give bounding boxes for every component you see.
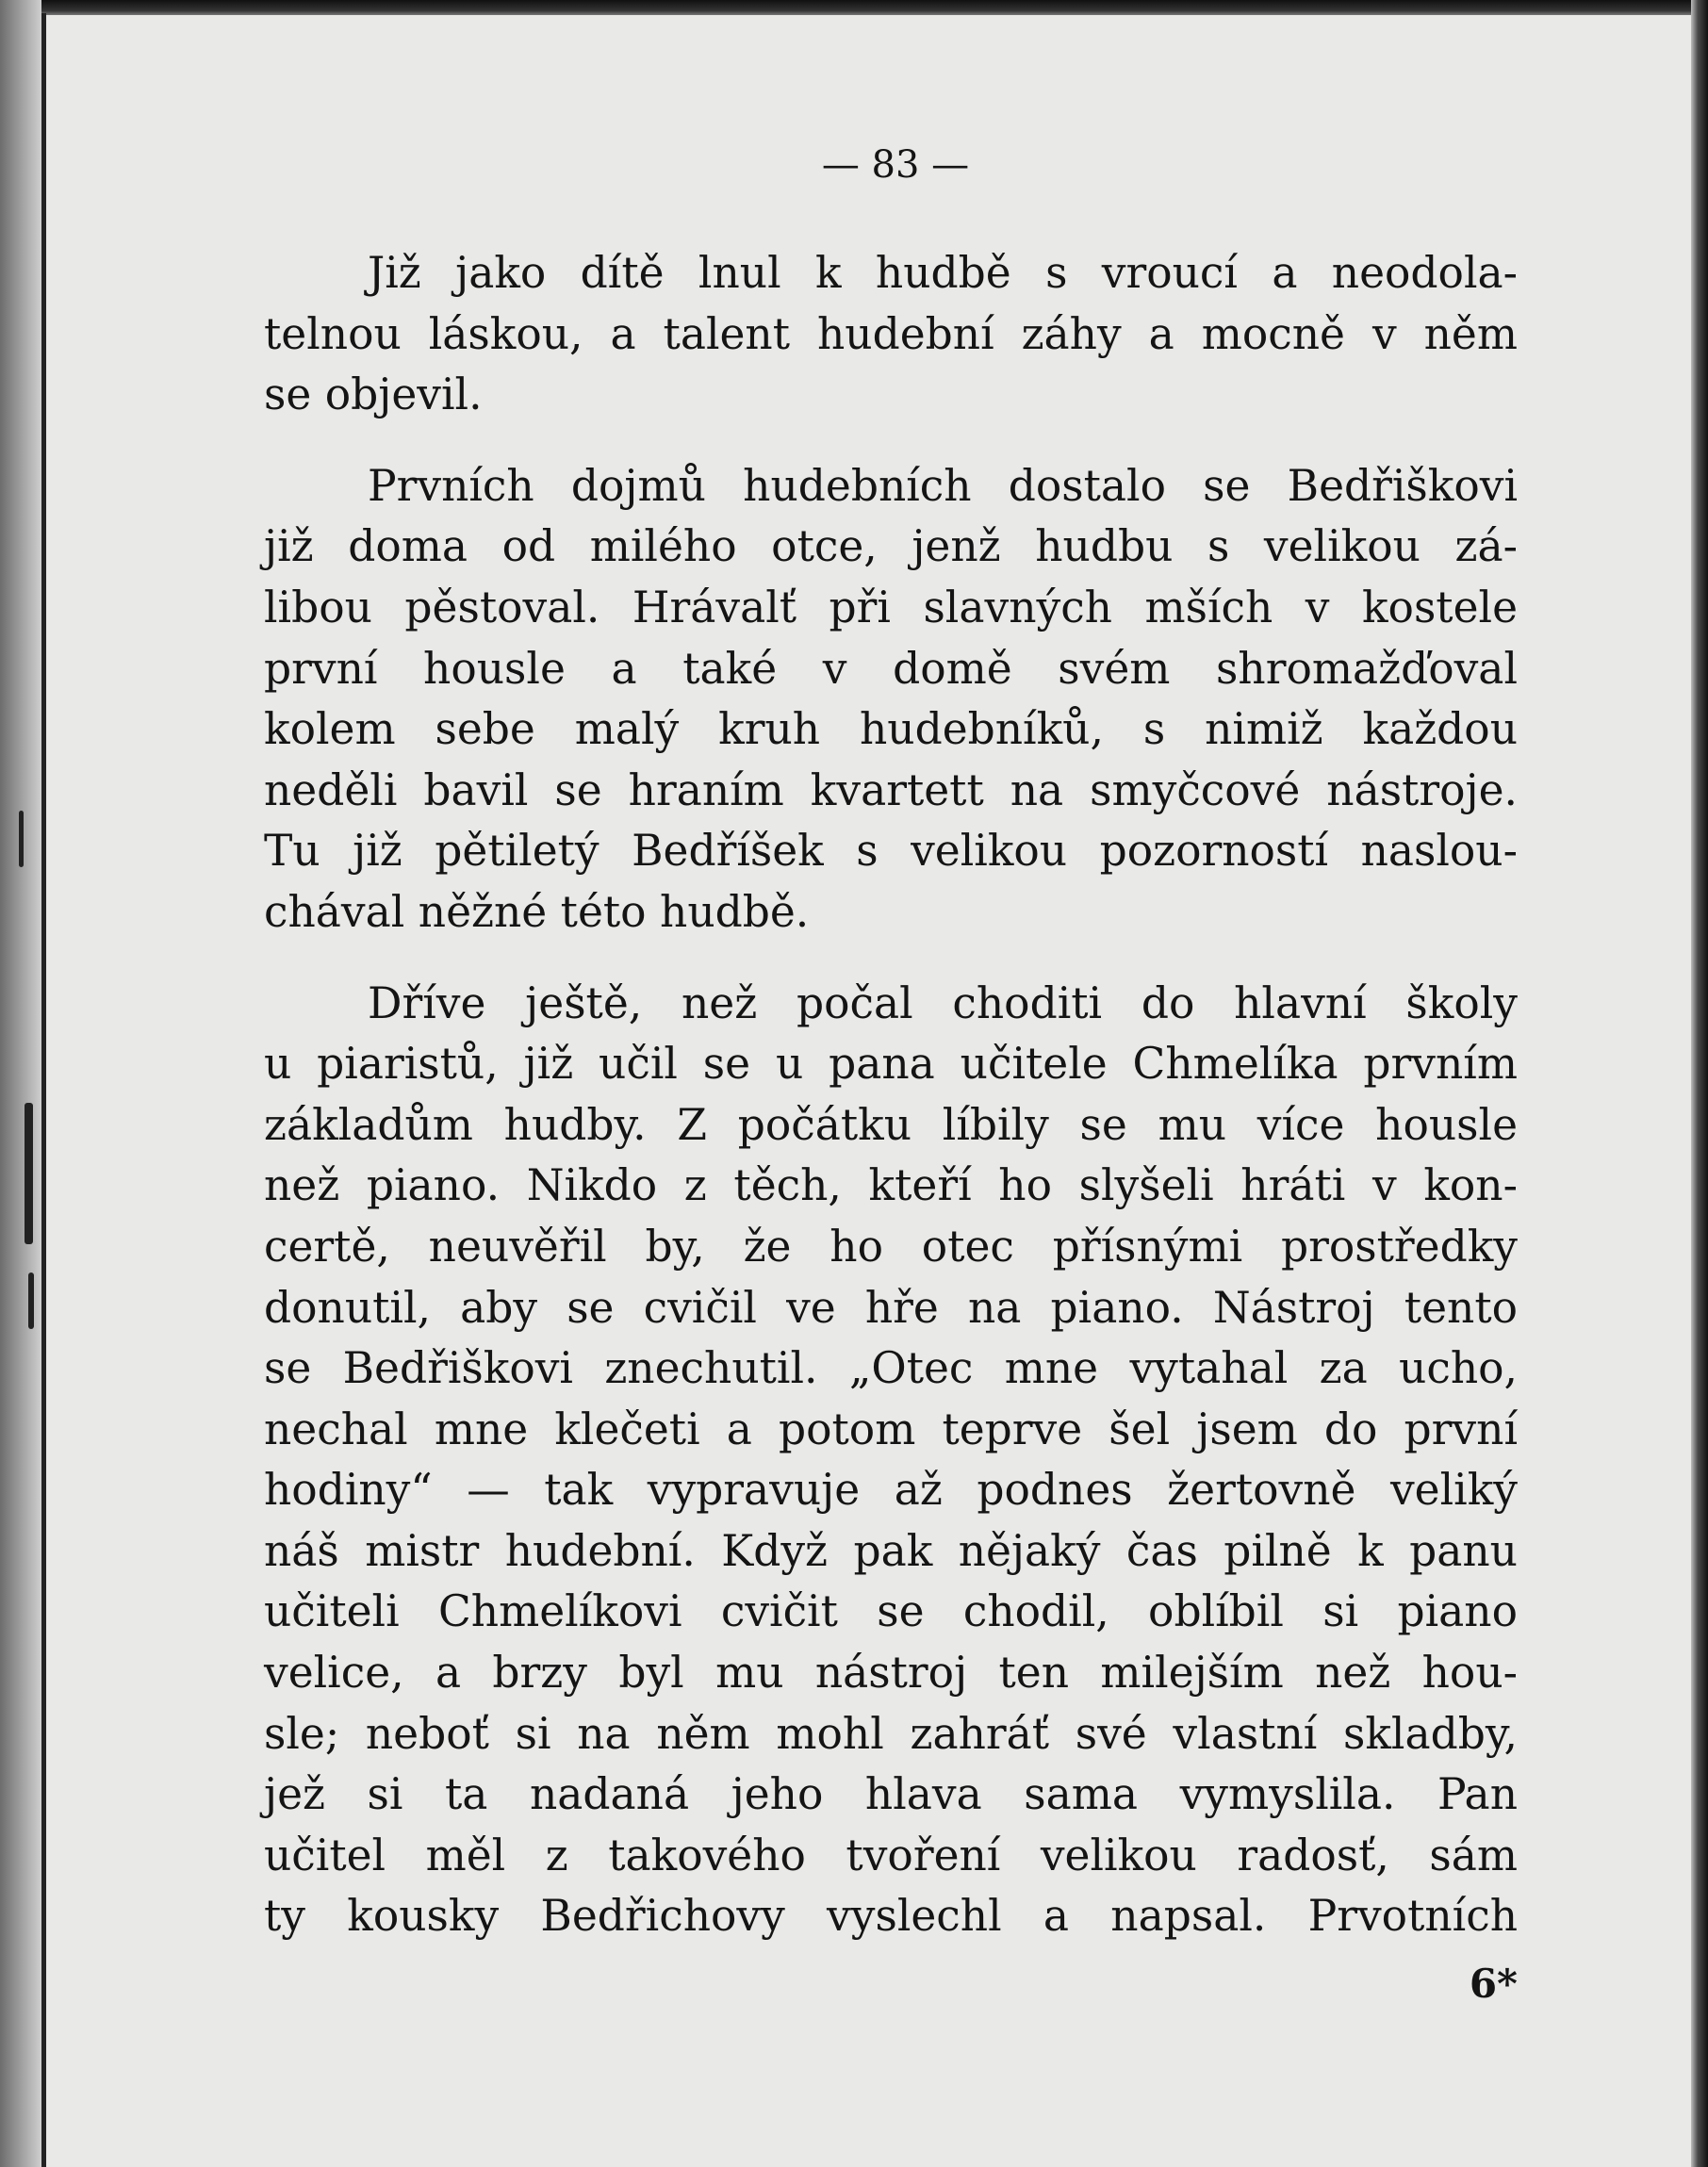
page-number: — 83 — [821, 143, 970, 187]
text-line: učiteli Chmelíkovi cvičit se chodil, oblíbil si piano [264, 1586, 1518, 1637]
text-line: u piaristů, již učil se u pana učitele Chmelíka prvním [264, 1039, 1518, 1090]
text-line: náš mistr hudební. Když pak nějaký čas pilně k panu [264, 1525, 1518, 1576]
text-line: Dříve ještě, než počal choditi do hlavní školy [368, 977, 1518, 1028]
scan-speck [19, 811, 24, 867]
text-line: velice, a brzy byl mu nástroj ten milejším než hou- [264, 1648, 1518, 1699]
signature-mark: 6* [1469, 1961, 1518, 2007]
text-line: Prvních dojmů hudebních dostalo se Bedřiškovi [368, 460, 1518, 511]
scan-speck [25, 1103, 33, 1244]
text-line: Již jako dítě lnul k hudbě s vroucí a neodola- [368, 248, 1518, 298]
text-line: telnou láskou, a talent hudební záhy a mocně v něm [264, 308, 1518, 359]
paragraph-1 [264, 243, 1518, 426]
text-line: donutil, aby se cvičil ve hře na piano. Nástroj tento [264, 1282, 1518, 1333]
text-line: základům hudby. Z počátku líbily se mu více housle [264, 1099, 1518, 1150]
text-line: chával něžné této hudbě. [264, 886, 810, 937]
paragraph-3 [264, 974, 1518, 1948]
text-line: jež si ta nadaná jeho hlava sama vymyslila. Pan [264, 1769, 1518, 1820]
gutter-line [41, 13, 46, 2167]
text-line: ty kousky Bedřichovy vyslechl a napsal. Prvotních [264, 1891, 1518, 1942]
text-line: první housle a také v domě svém shromažďoval [264, 643, 1518, 694]
text-line: nechal mne klečeti a potom teprve šel jsem do první [264, 1404, 1518, 1454]
text-line: neděli bavil se hraním kvartett na smyčcové nástroje. [264, 764, 1518, 815]
body-text [264, 243, 1518, 1978]
text-line: než piano. Nikdo z těch, kteří ho slyšeli hráti v kon- [264, 1160, 1518, 1211]
text-line: již doma od milého otce, jenž hudbu s velikou zá- [264, 521, 1518, 572]
scan-speck [28, 1272, 34, 1329]
scan-left-edge [0, 0, 41, 2167]
text-line: se Bedřiškovi znechutil. „Otec mne vytahal za ucho, [264, 1343, 1518, 1394]
text-line: učitel měl z takového tvoření velikou radosť, sám [264, 1830, 1518, 1880]
text-line: se objevil. [264, 369, 483, 420]
text-line: libou pěstoval. Hrávalť při slavných mších v kostele [264, 582, 1518, 632]
text-line: certě, neuvěřil by, že ho otec přísnými prostředky [264, 1221, 1518, 1272]
text-line: Tu již pětiletý Bedříšek s velikou pozorností naslou- [264, 826, 1518, 877]
scan-top-edge [0, 0, 1708, 15]
text-line: hodiny“ — tak vypravuje až podnes žertovně veliký [264, 1465, 1518, 1516]
scan-right-edge [1691, 0, 1708, 2167]
text-line: kolem sebe malý kruh hudebníků, s nimiž každou [264, 704, 1518, 755]
paragraph-2 [264, 456, 1518, 944]
text-line: sle; neboť si na něm mohl zahráť své vlastní skladby, [264, 1708, 1518, 1759]
